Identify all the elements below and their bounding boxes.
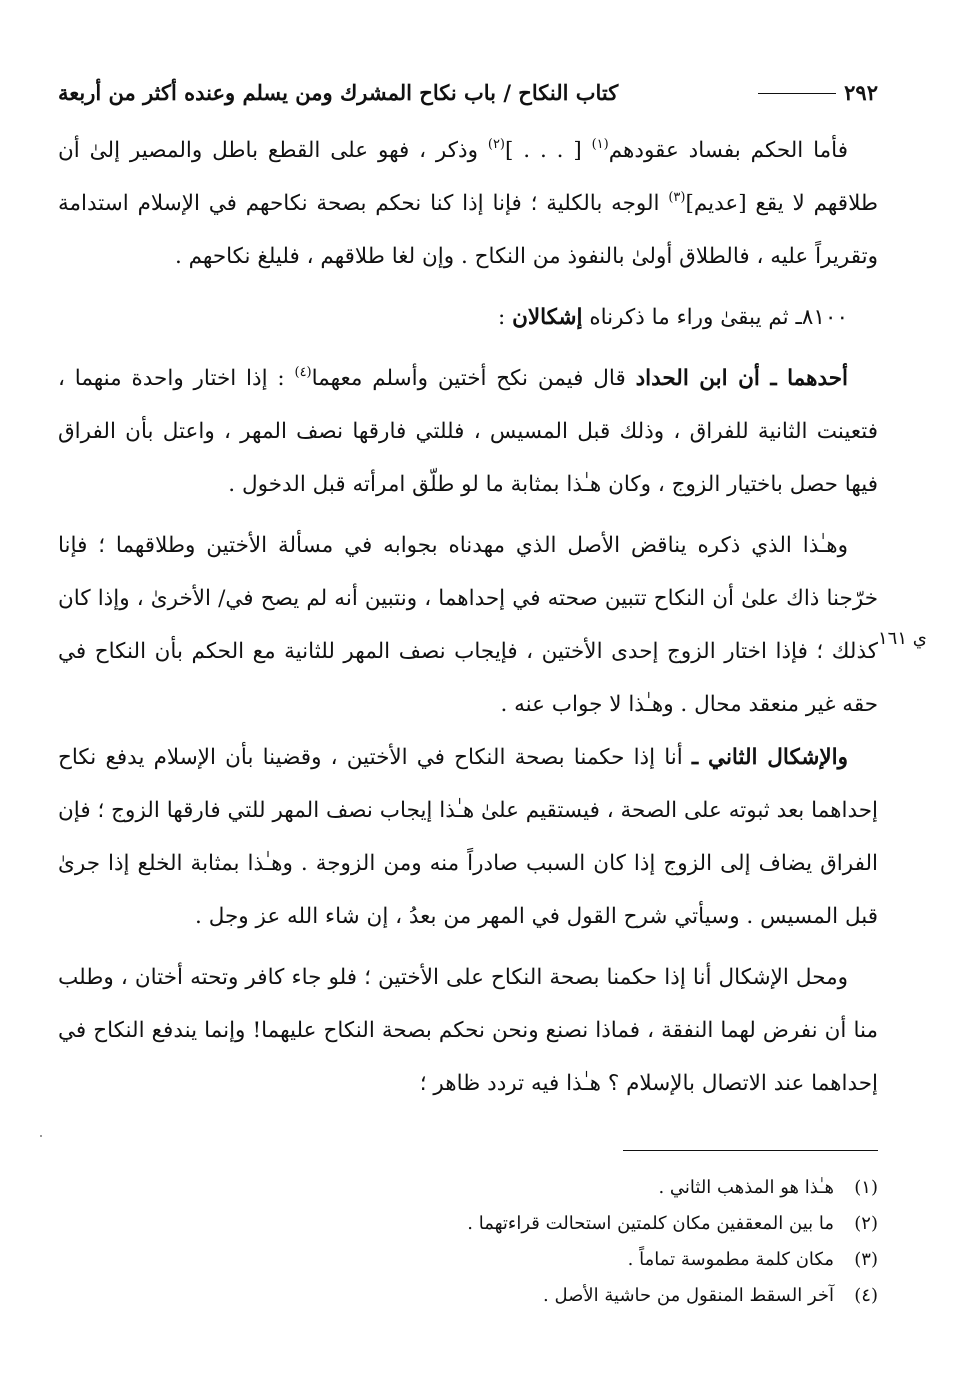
text-run: قال فيمن نكح أختين وأسلم معهما (311, 366, 636, 391)
chapter-title: كتاب النكاح / باب نكاح المشرك ومن يسلم وعنده أكثر من أربعة (58, 80, 619, 105)
footnote-number: (٢) (854, 1213, 878, 1234)
text-run: : (497, 305, 513, 330)
paragraph (58, 291, 878, 344)
footnote-number: (١) (854, 1177, 878, 1198)
text-run: فأما الحكم بفساد عقودهم (608, 138, 848, 163)
text-run: : إذا اختار واحدة منهما ، فتعينت الثانية للفراق ، وذلك قبل المسيس ، فللتي فارقها نصف المهر ، واعتل بأن الفراق فيها حصل باختيار الزوج ، وكان هـٰذا بمثابة ما لو طلّق امرأته قبل الدخول . (58, 366, 878, 497)
footnote-marker: (١) (591, 137, 609, 152)
footnote-text: ما بين المعقفين مكان كلمتين استحالت قراءتهما . (467, 1213, 834, 1234)
footnote-marker: (٣) (668, 190, 686, 205)
footnote (467, 1206, 878, 1242)
text-run: وذكر ، فهو على القطع باطل والمصير إلىٰ أن طلاقهم لا يقع [عديم] (58, 138, 879, 216)
paragraph (58, 124, 878, 283)
footnote-number: (٤) (854, 1285, 878, 1306)
paragraph (58, 519, 878, 731)
text-run: أنا إذا حكمنا بصحة النكاح في الأختين ، وقضينا بأن الإسلام يدفع نكاح إحداهما بعد ثبوته على الصحة ، فيستقيم علىٰ هـٰذا إيجاب نصف المهر للتي فارقها الزوج ؛ فإن الفراق يضاف إلى الزوج إذا كان السبب صادراً منه ومن الزوجة . وهـٰذا بمثابة الخلع إذا جرىٰ قبل المسيس . وسيأتي شرح القول في المهر من بعدُ ، إن شاء الله عز وجل . (58, 745, 878, 929)
book-page (58, 80, 878, 1340)
text-run: والإشكال الثاني ـ (691, 745, 848, 770)
header-rule (758, 93, 836, 94)
text-run: الوجه بالكلية ؛ فإنا إذا كنا نحكم بصحة نكاحهم في الإسلام استدامة وتقريراً عليه ، فالطلاق أولىٰ بالنفوذ من النكاح . وإن لغا طلاقهم ، فليلغ نكاحهم . (58, 191, 878, 269)
footnote (467, 1242, 878, 1278)
text-run: وهـٰذا الذي ذكره يناقض الأصل الذي مهدناه بجوابه في مسألة الأختين وطلاقهما ؛ فإنا خرّجنا ذاك علىٰ أن النكاح تتبين صحته في إحداهما ، ونتبين أنه لم يصح في/ الأخرىٰ ، وإذا كان كذلك ؛ فإذا اختار الزوج إحدى الأختين ، فإيجاب نصف المهر للثانية مع الحكم بأن النكاح في حقه غير منعقد محال . وهـٰذا لا جواب عنه . (58, 533, 878, 717)
main-text (58, 124, 878, 1110)
paragraph-gap (58, 511, 878, 519)
footnotes (467, 1170, 878, 1314)
footnote-text: آخر السقط المنقول من حاشية الأصل . (543, 1285, 834, 1306)
scan-speck (40, 1135, 42, 1137)
footnote-separator (623, 1150, 878, 1151)
footnote-text: مكان كلمة مطموسة تماماً . (627, 1249, 834, 1270)
text-run: ٨١٠٠ـ ثم يبقىٰ وراء ما ذكرناه (582, 305, 848, 330)
paragraph (58, 352, 878, 511)
paragraph-gap (58, 943, 878, 951)
text-run: ومحل الإشكال أنا إذا حكمنا بصحة النكاح على الأختين ؛ فلو جاء كافر وتحته أختان ، وطلب منا أن نفرض لهما النفقة ، فماذا نصنع ونحن نحكم بصحة النكاح عليهما! وإنما يندفع النكاح في إحداهما عند الاتصال بالإسلام ؟ هـٰذا فيه تردد ظاهر ؛ (58, 965, 878, 1096)
footnote (467, 1278, 878, 1314)
text-run: [ . . . ] (505, 138, 592, 163)
page-number: ٢٩٢ (844, 80, 878, 105)
margin-folio-note: ي ١٦١ (878, 628, 927, 649)
footnote-marker: (٢) (487, 137, 505, 152)
paragraph (58, 951, 878, 1110)
footnote-number: (٣) (854, 1249, 878, 1270)
page-number-group (758, 80, 878, 105)
footnote-marker: (٤) (294, 365, 312, 380)
paragraph-gap (58, 344, 878, 352)
paragraph-gap (58, 283, 878, 291)
text-run: أحدهما ـ أن ابن الحداد (635, 366, 848, 391)
running-header (58, 80, 878, 124)
footnote (467, 1170, 878, 1206)
footnote-text: هـٰذا هو المذهب الثاني . (658, 1177, 834, 1198)
paragraph (58, 731, 878, 943)
text-run: إشكالان (512, 305, 583, 330)
